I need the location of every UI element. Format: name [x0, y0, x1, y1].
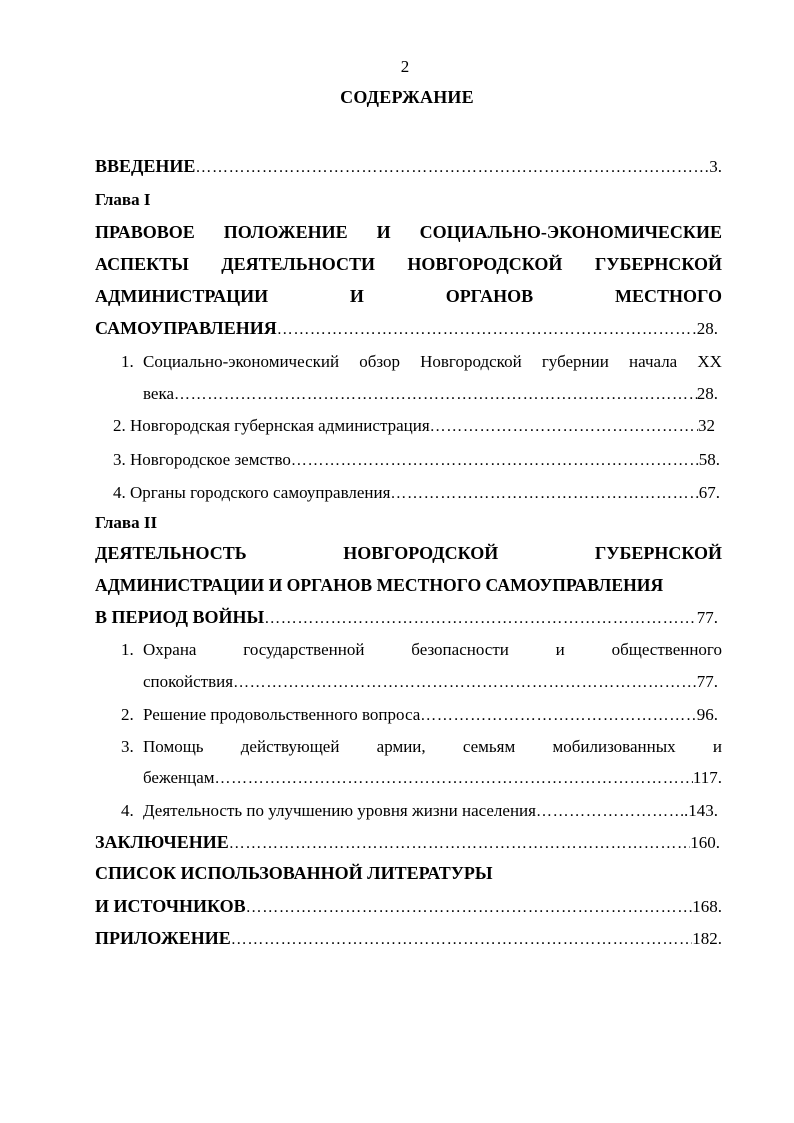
word: мобилизованных [552, 737, 676, 756]
chapter1-heading: Глава I [95, 190, 151, 209]
word: ПРАВОВОЕ [95, 222, 195, 242]
toc-page: 182. [692, 929, 722, 948]
toc-leader [536, 799, 684, 825]
word: АДМИНИСТРАЦИИ [95, 286, 269, 306]
word: Помощь [143, 737, 204, 756]
toc-leader [195, 155, 709, 181]
word: обзор [359, 352, 400, 371]
toc-entry-ch1-s4[interactable] [113, 480, 720, 506]
toc-page: 96. [696, 705, 718, 724]
toc-entry-literature[interactable] [95, 893, 722, 919]
word: ГУБЕРНСКОЙ [594, 254, 722, 274]
word: НОВГОРОДСКОЙ [407, 254, 563, 274]
toc-leader [246, 895, 693, 921]
toc-leader [264, 606, 697, 632]
word: ОРГАНОВ [445, 286, 534, 306]
word: и [555, 640, 565, 659]
word: МЕСТНОГО [614, 286, 722, 306]
word: армии, [376, 737, 426, 756]
section-number: 1. [121, 640, 134, 659]
toc-leader [291, 448, 699, 474]
toc-page: 32 [698, 416, 715, 435]
toc-label: ВВЕДЕНИЕ [95, 156, 196, 176]
toc-page: 160. [690, 833, 720, 852]
word: Охрана [143, 640, 197, 659]
toc-entry-ch2-s3-line2[interactable] [143, 765, 722, 791]
word: И [349, 286, 364, 306]
section-number: 4. [121, 801, 134, 820]
word: государственной [243, 640, 365, 659]
toc-page: 28. [696, 384, 718, 403]
word: Новгородской [420, 352, 522, 371]
toc-label: 3. Новгородское земство [113, 450, 291, 469]
word: ДЕЯТЕЛЬНОСТИ [221, 254, 375, 274]
word: И [376, 222, 391, 242]
section-number: 2. [121, 705, 134, 724]
toc-label: И ИСТОЧНИКОВ [95, 896, 246, 916]
section-number: 3. [121, 737, 134, 756]
toc-entry-ch1-s1-line1[interactable] [143, 349, 722, 375]
word: семьям [462, 737, 516, 756]
toc-leader [231, 927, 692, 953]
page-title: СОДЕРЖАНИЕ [340, 87, 474, 107]
chapter2-heading: Глава II [95, 513, 158, 532]
toc-leader [430, 414, 698, 440]
toc-label: САМОУПРАВЛЕНИЯ [95, 318, 277, 338]
word: АСПЕКТЫ [95, 254, 189, 274]
toc-label: ЗАКЛЮЧЕНИЕ [95, 832, 229, 852]
word: ГУБЕРНСКОЙ [594, 543, 722, 563]
toc-entry-intro[interactable] [95, 153, 722, 179]
word: губернии [541, 352, 609, 371]
word: Социально-экономический [143, 352, 340, 371]
toc-label: В ПЕРИОД ВОЙНЫ [95, 607, 265, 627]
toc-entry-ch1-s2[interactable] [113, 413, 715, 439]
toc-page: 67. [698, 483, 720, 502]
toc-label: века [143, 384, 175, 403]
toc-page: 58. [698, 450, 720, 469]
toc-page: 77. [696, 672, 718, 691]
toc-entry-ch2-s1-line1[interactable] [143, 637, 722, 663]
toc-entry-ch2-s2[interactable] [143, 702, 718, 728]
toc-label: Деятельность по улучшению уровня жизни населения [143, 801, 536, 820]
toc-page: 117. [692, 768, 722, 787]
toc-leader [420, 703, 696, 729]
toc-entry-ch2-s1-line2[interactable] [143, 669, 718, 695]
toc-label: спокойствия [143, 672, 234, 691]
toc-label: 4. Органы городского самоуправления [113, 483, 391, 502]
literature-title-line1: СПИСОК ИСПОЛЬЗОВАННОЙ ЛИТЕРАТУРЫ [95, 863, 493, 883]
toc-page: 28. [696, 319, 718, 338]
toc-entry-ch2-s4[interactable] [143, 798, 718, 824]
chapter1-title-line2 [95, 251, 722, 277]
toc-page: 77. [696, 608, 718, 627]
page-number: 2 [400, 57, 410, 76]
toc-page: .143. [684, 801, 718, 820]
word: действующей [240, 737, 340, 756]
toc-label: ПРИЛОЖЕНИЕ [95, 928, 231, 948]
word: ПОЛОЖЕНИЕ [223, 222, 348, 242]
toc-entry-chapter1[interactable] [95, 315, 718, 341]
word: ДЕЯТЕЛЬНОСТЬ [95, 543, 247, 563]
chapter2-title-line1 [95, 540, 722, 566]
toc-label: Решение продовольственного вопроса [143, 705, 421, 724]
word: общественного [611, 640, 722, 659]
word: безопасности [411, 640, 509, 659]
section-number: 1. [121, 352, 134, 371]
toc-entry-ch1-s3[interactable] [113, 447, 720, 473]
toc-entry-conclusion[interactable] [95, 829, 720, 855]
toc-page: 3. [709, 157, 722, 176]
toc-entry-ch2-s3-line1[interactable] [143, 734, 722, 760]
word: и [712, 737, 722, 756]
toc-leader [215, 766, 693, 792]
word: НОВГОРОДСКОЙ [343, 543, 499, 563]
toc-page: 168. [692, 897, 722, 916]
toc-label: 2. Новгородская губернская администрация [113, 416, 430, 435]
toc-label: беженцам [143, 768, 215, 787]
toc-leader [174, 382, 697, 408]
toc-leader [277, 317, 697, 343]
word: СОЦИАЛЬНО-ЭКОНОМИЧЕСКИЕ [419, 222, 722, 242]
toc-entry-ch1-s1-line2[interactable] [143, 381, 718, 407]
toc-leader [233, 670, 697, 696]
toc-leader [229, 831, 690, 857]
chapter1-title-line3 [95, 283, 722, 309]
word: XX [697, 352, 722, 371]
toc-entry-chapter2[interactable] [95, 604, 718, 630]
chapter1-title-line1 [95, 219, 722, 245]
toc-leader [390, 481, 698, 507]
toc-entry-appendix[interactable] [95, 925, 722, 951]
chapter2-title-line2: АДМИНИСТРАЦИИ И ОРГАНОВ МЕСТНОГО САМОУПРАВЛЕНИЯ [95, 575, 664, 595]
word: начала [628, 352, 678, 371]
